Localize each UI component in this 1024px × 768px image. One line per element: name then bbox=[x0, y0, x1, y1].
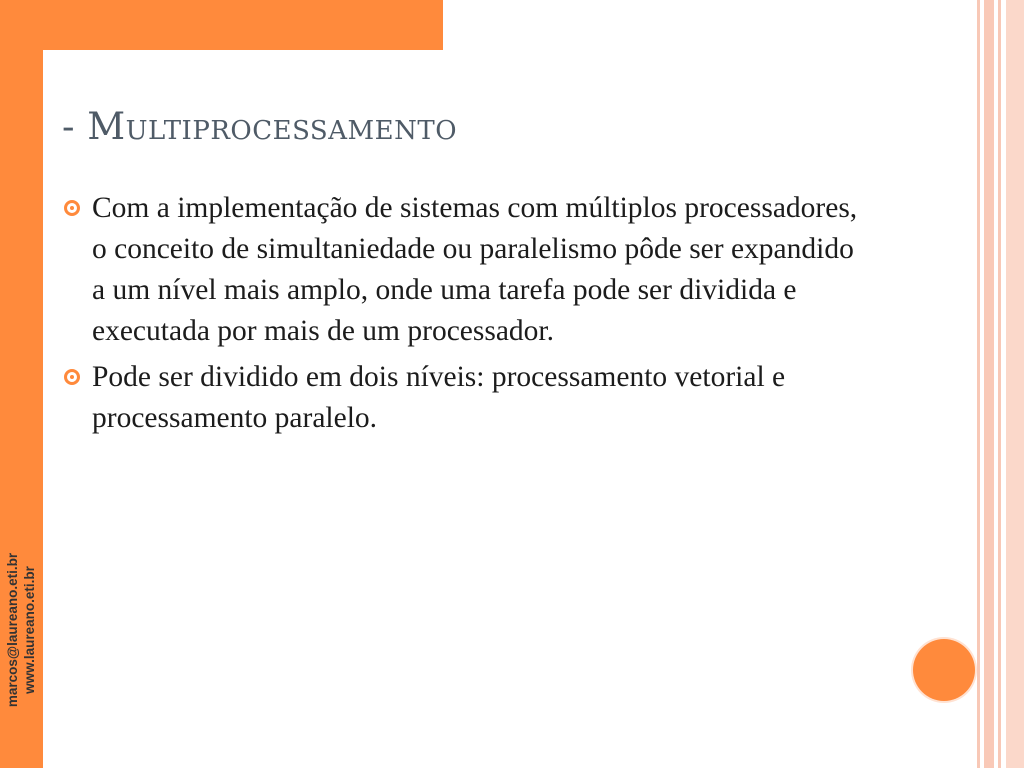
bullet-item bbox=[62, 357, 862, 439]
bullet-item bbox=[62, 188, 862, 352]
sidebar-contact-text bbox=[4, 553, 38, 707]
bullet-text: Com a implementação de sistemas com múltiplos processadores, o conceito de simultaniedade ou paralelismo pôde ser expandido a um nível mais amplo, onde uma tarefa pode ser dividida e executada por mais de um processador. bbox=[92, 192, 858, 347]
right-stripe-decoration bbox=[977, 0, 1024, 768]
bullet-text: Pode ser dividido em dois níveis: processamento vetorial e processamento paralelo. bbox=[92, 361, 786, 434]
top-accent-bar bbox=[43, 0, 443, 50]
bullet-ring-icon bbox=[64, 200, 80, 216]
sidebar-contact bbox=[0, 533, 43, 728]
stripe bbox=[984, 0, 994, 768]
sidebar-email: marcos@laureano.eti.br bbox=[5, 552, 20, 708]
slide-title: - Multiprocessamento bbox=[62, 105, 458, 148]
bullet-ring-icon bbox=[64, 369, 80, 385]
orange-circle-decoration bbox=[913, 639, 975, 701]
sidebar-website: www.laureano.eti.br bbox=[22, 566, 37, 694]
stripe bbox=[1006, 0, 1024, 768]
bullet-list bbox=[62, 188, 862, 444]
